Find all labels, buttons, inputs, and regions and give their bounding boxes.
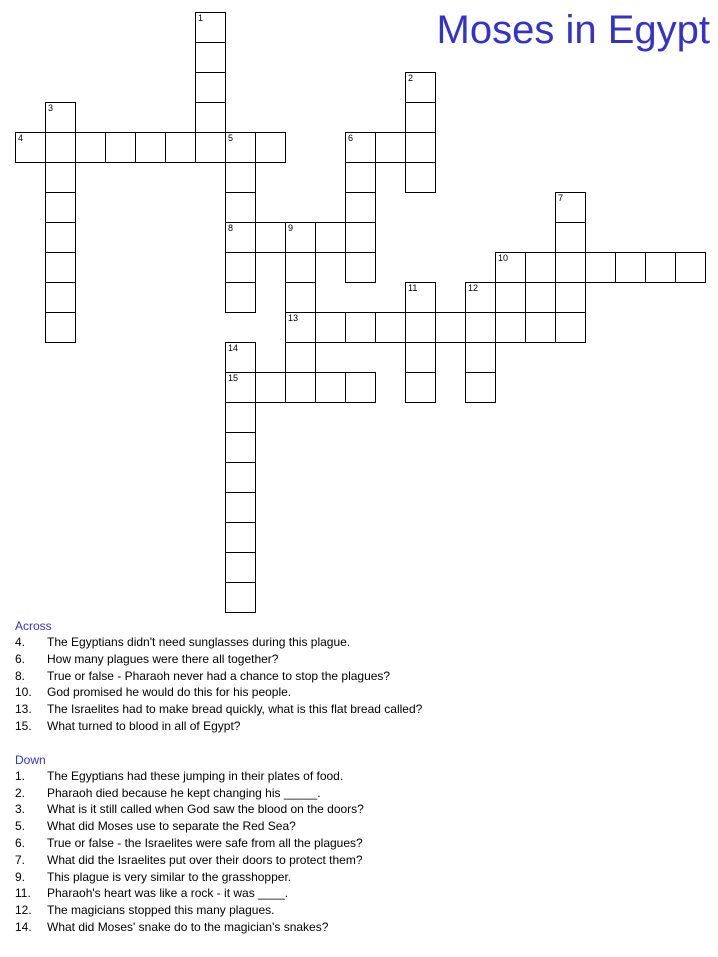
grid-cell[interactable]	[225, 282, 256, 313]
grid-cell[interactable]	[375, 312, 406, 343]
grid-cell[interactable]	[285, 252, 316, 283]
grid-cell[interactable]	[465, 312, 496, 343]
cell-number: 7	[558, 193, 564, 203]
grid-cell[interactable]	[195, 132, 226, 163]
grid-cell[interactable]	[45, 162, 76, 193]
clue-item	[15, 701, 705, 718]
clue-item	[15, 668, 705, 685]
grid-cell[interactable]	[285, 312, 316, 343]
down-clue-list	[15, 768, 705, 936]
cell-number: 12	[468, 283, 479, 293]
clue-number: 14.	[15, 919, 32, 934]
grid-cell[interactable]	[285, 342, 316, 373]
grid-cell[interactable]	[345, 252, 376, 283]
clue-number: 10.	[15, 685, 32, 700]
clue-item	[15, 634, 705, 651]
clue-item	[15, 684, 705, 701]
clue-number: 5.	[15, 819, 26, 834]
grid-cell[interactable]	[405, 72, 436, 103]
grid-cell[interactable]	[225, 162, 256, 193]
grid-cell[interactable]	[225, 222, 256, 253]
cell-number: 8	[228, 223, 234, 233]
clue-text: What did Moses' snake do to the magician's snakes?	[47, 919, 329, 934]
grid-cell[interactable]	[225, 552, 256, 583]
grid-cell[interactable]	[285, 222, 316, 253]
grid-cell[interactable]	[555, 312, 586, 343]
clue-text: What turned to blood in all of Egypt?	[47, 718, 241, 733]
grid-cell[interactable]	[465, 372, 496, 403]
grid-cell[interactable]	[225, 402, 256, 433]
clue-text: God promised he would do this for his people.	[47, 685, 292, 700]
clue-item	[15, 869, 705, 886]
grid-cell[interactable]	[45, 222, 76, 253]
clue-number: 4.	[15, 635, 26, 649]
grid-cell[interactable]	[105, 132, 136, 163]
grid-cell[interactable]	[585, 252, 616, 283]
grid-cell[interactable]	[15, 132, 46, 163]
clue-number: 11.	[15, 886, 31, 901]
clue-item	[15, 835, 705, 852]
grid-cell[interactable]	[255, 222, 286, 253]
grid-cell[interactable]	[555, 252, 586, 283]
grid-cell[interactable]	[465, 282, 496, 313]
clue-number: 9.	[15, 869, 26, 884]
clue-number: 15.	[15, 718, 32, 733]
cell-number: 10	[498, 253, 509, 263]
clue-item	[15, 885, 705, 902]
cell-number: 6	[348, 133, 354, 143]
cell-number: 9	[288, 223, 294, 233]
grid-cell[interactable]	[345, 162, 376, 193]
grid-cell[interactable]	[495, 312, 526, 343]
across-clues	[15, 618, 705, 735]
grid-cell[interactable]	[195, 72, 226, 103]
grid-cell[interactable]	[225, 342, 256, 373]
grid-cell[interactable]	[555, 222, 586, 253]
grid-cell[interactable]	[45, 192, 76, 223]
grid-cell[interactable]	[45, 312, 76, 343]
clue-text: Pharaoh's heart was like a rock - it was ____.	[47, 886, 289, 901]
grid-cell[interactable]	[345, 372, 376, 403]
across-clue-list	[15, 634, 705, 735]
grid-cell[interactable]	[225, 132, 256, 163]
grid-cell[interactable]	[435, 312, 466, 343]
clue-number: 6.	[15, 651, 26, 666]
grid-cell[interactable]	[225, 372, 256, 403]
cell-number: 4	[18, 133, 24, 143]
grid-cell[interactable]	[45, 252, 76, 283]
clue-item	[15, 768, 705, 785]
clue-item	[15, 651, 705, 668]
grid-cell[interactable]	[405, 102, 436, 133]
clue-number: 6.	[15, 835, 26, 850]
clue-number: 13.	[15, 702, 32, 717]
cell-number: 11	[408, 283, 418, 293]
grid-cell[interactable]	[405, 342, 436, 373]
grid-cell[interactable]	[405, 132, 436, 163]
grid-cell[interactable]	[495, 252, 526, 283]
grid-cell[interactable]	[225, 492, 256, 523]
grid-cell[interactable]	[405, 312, 436, 343]
grid-cell[interactable]	[525, 282, 556, 313]
grid-cell[interactable]	[315, 312, 346, 343]
clue-text: This plague is very similar to the grasshopper.	[47, 869, 292, 884]
across-heading: Across	[15, 619, 52, 633]
grid-cell[interactable]	[345, 312, 376, 343]
clues-section	[15, 618, 705, 936]
grid-cell[interactable]	[675, 252, 706, 283]
clue-item	[15, 718, 705, 735]
clue-text: How many plagues were there all together?	[47, 651, 279, 666]
grid-cell[interactable]	[495, 282, 526, 313]
clue-text: True or false - Pharaoh never had a chance to stop the plagues?	[47, 668, 391, 683]
clue-item	[15, 801, 705, 818]
clue-item	[15, 919, 705, 936]
grid-cell[interactable]	[165, 132, 196, 163]
grid-cell[interactable]	[285, 282, 316, 313]
grid-cell[interactable]	[375, 132, 406, 163]
clue-item	[15, 852, 705, 869]
clue-text: What did the Israelites put over their doors to protect them?	[47, 852, 363, 867]
grid-cell[interactable]	[225, 192, 256, 223]
clue-text: What is it still called when God saw the blood on the doors?	[47, 802, 364, 817]
grid-cell[interactable]	[195, 42, 226, 73]
clue-number: 3.	[15, 802, 26, 817]
down-heading: Down	[15, 752, 46, 767]
down-clues	[15, 752, 705, 936]
grid-cell[interactable]	[315, 222, 346, 253]
grid-cell[interactable]	[555, 282, 586, 313]
grid-cell[interactable]	[405, 282, 436, 313]
grid-cell[interactable]	[255, 372, 286, 403]
clue-text: The Egyptians didn't need sunglasses during this plague.	[47, 635, 351, 649]
clue-text: Pharaoh died because he kept changing his _____.	[47, 785, 321, 800]
grid-cell[interactable]	[525, 312, 556, 343]
grid-cell[interactable]	[315, 372, 346, 403]
grid-cell[interactable]	[45, 282, 76, 313]
grid-cell[interactable]	[345, 222, 376, 253]
clue-number: 1.	[15, 768, 26, 783]
grid-cell[interactable]	[645, 252, 676, 283]
clue-text: True or false - the Israelites were safe from all the plagues?	[47, 835, 363, 850]
grid-cell[interactable]	[405, 162, 436, 193]
cell-number: 2	[408, 73, 414, 83]
clue-number: 2.	[15, 785, 26, 800]
grid-cell[interactable]	[345, 192, 376, 223]
cell-number: 14	[228, 343, 239, 353]
clue-text: The Egyptians had these jumping in their plates of food.	[47, 768, 344, 783]
clue-number: 7.	[15, 852, 26, 867]
grid-cell[interactable]	[195, 12, 226, 43]
grid-cell[interactable]	[45, 132, 76, 163]
grid-cell[interactable]	[465, 342, 496, 373]
grid-cell[interactable]	[135, 132, 166, 163]
grid-cell[interactable]	[255, 132, 286, 163]
clue-text: What did Moses use to separate the Red Sea?	[47, 819, 296, 834]
cell-number: 1	[198, 13, 204, 23]
grid-cell[interactable]	[225, 522, 256, 553]
grid-cell[interactable]	[195, 102, 226, 133]
grid-cell[interactable]	[225, 432, 256, 463]
grid-cell[interactable]	[285, 372, 316, 403]
clue-number: 12.	[15, 903, 32, 918]
cell-number: 15	[228, 373, 239, 383]
grid-cell[interactable]	[525, 252, 556, 283]
cell-number: 13	[288, 313, 299, 323]
cell-number: 3	[48, 103, 54, 113]
clue-number: 8.	[15, 668, 26, 683]
puzzle-title: Moses in Egypt	[436, 8, 710, 52]
clue-text: The magicians stopped this many plagues.	[47, 903, 275, 918]
grid-cell[interactable]	[345, 132, 376, 163]
grid-cell[interactable]	[615, 252, 646, 283]
clue-item	[15, 818, 705, 835]
clue-item	[15, 902, 705, 919]
grid-cell[interactable]	[405, 372, 436, 403]
grid-cell[interactable]	[45, 102, 76, 133]
grid-cell[interactable]	[225, 462, 256, 493]
clue-item	[15, 785, 705, 802]
grid-cell[interactable]	[75, 132, 106, 163]
clue-text: The Israelites had to make bread quickly, what is this flat bread called?	[47, 702, 423, 717]
grid-cell[interactable]	[225, 252, 256, 283]
grid-cell[interactable]	[225, 582, 256, 613]
grid-cell[interactable]	[555, 192, 586, 223]
cell-number: 5	[228, 133, 234, 143]
